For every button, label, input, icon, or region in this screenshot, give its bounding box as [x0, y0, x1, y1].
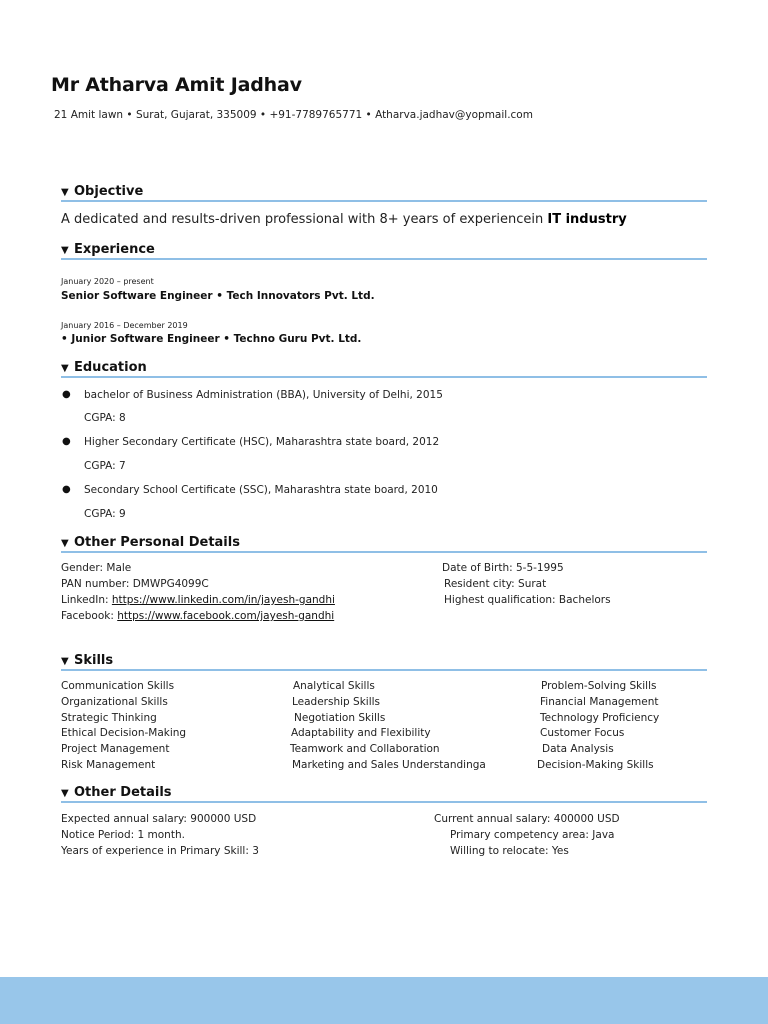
section-skills — [61, 649, 707, 671]
collapse-triangle-icon: ▼ — [61, 788, 69, 799]
skill-item: Negotiation Skills — [294, 712, 386, 724]
objective-text: A dedicated and results-driven professional with 8+ years of experiencein IT industry — [61, 212, 627, 227]
notice-period: Notice Period: 1 month. — [61, 829, 185, 841]
resident-city: Resident city: Surat — [444, 578, 547, 590]
facebook-row: Facebook: https://www.facebook.com/jayesh-gandhi — [61, 610, 335, 622]
skill-item: Marketing and Sales Understandinga — [292, 759, 486, 771]
collapse-triangle-icon: ▼ — [61, 187, 69, 198]
education-title: Secondary School Certificate (SSC), Maharashtra state board, 2010 — [84, 484, 438, 496]
skill-item: Communication Skills — [61, 680, 175, 692]
bullet-icon: ● — [62, 436, 71, 447]
skill-item: Adaptability and Flexibility — [291, 727, 431, 739]
section-other-details — [61, 781, 707, 803]
years-primary-skill: Years of experience in Primary Skill: 3 — [61, 845, 259, 857]
section-personal-details — [61, 531, 707, 553]
section-experience — [61, 238, 707, 260]
skill-item: Strategic Thinking — [61, 712, 157, 724]
skill-item: Technology Proficiency — [540, 712, 660, 724]
section-title: Education — [74, 360, 147, 375]
experience-role: Senior Software Engineer • Tech Innovators Pvt. Ltd. — [61, 290, 375, 302]
collapse-triangle-icon: ▼ — [61, 538, 69, 549]
highest-qualification: Highest qualification: Bachelors — [444, 594, 611, 606]
bullet-icon: ● — [62, 484, 71, 495]
linkedin-row: LinkedIn: https://www.linkedin.com/in/jayesh-gandhi — [61, 594, 335, 606]
education-title: Higher Secondary Certificate (HSC), Maharashtra state board, 2012 — [84, 436, 440, 448]
collapse-triangle-icon: ▼ — [61, 363, 69, 374]
skill-item: Leadership Skills — [292, 696, 381, 708]
bullet-icon: ● — [62, 389, 71, 400]
collapse-triangle-icon: ▼ — [61, 656, 69, 667]
objective-highlight: IT industry — [547, 212, 627, 227]
contact-line: 21 Amit lawn • Surat, Gujarat, 335009 • +91-7789765771 • Atharva.jadhav@yopmail.com — [54, 109, 533, 121]
education-cgpa: CGPA: 8 — [84, 412, 126, 424]
section-education — [61, 356, 707, 378]
gender: Gender: Male — [61, 562, 132, 574]
section-title: Objective — [74, 184, 144, 199]
skill-item: Data Analysis — [542, 743, 614, 755]
expected-salary: Expected annual salary: 900000 USD — [61, 813, 257, 825]
footer-band — [0, 977, 768, 1024]
section-title: Skills — [74, 653, 114, 668]
willing-to-relocate: Willing to relocate: Yes — [450, 845, 569, 857]
section-title: Other Personal Details — [74, 535, 240, 550]
section-title: Other Details — [74, 785, 172, 800]
skill-item: Financial Management — [540, 696, 659, 708]
linkedin-link[interactable]: https://www.linkedin.com/in/jayesh-gandhi — [111, 594, 335, 606]
section-title: Experience — [74, 242, 155, 257]
pan-number: PAN number: DMWPG4099C — [61, 578, 209, 590]
skill-item: Risk Management — [61, 759, 156, 771]
skill-item: Decision-Making Skills — [537, 759, 654, 771]
experience-role: • Junior Software Engineer • Techno Guru Pvt. Ltd. — [61, 333, 362, 345]
education-cgpa: CGPA: 9 — [84, 508, 126, 520]
skill-item: Project Management — [61, 743, 170, 755]
skill-item: Ethical Decision-Making — [61, 727, 187, 739]
skill-item: Organizational Skills — [61, 696, 168, 708]
skill-item: Analytical Skills — [293, 680, 375, 692]
skill-item: Problem-Solving Skills — [541, 680, 657, 692]
experience-dates: January 2020 – present — [61, 277, 154, 286]
education-title: bachelor of Business Administration (BBA), University of Delhi, 2015 — [84, 389, 443, 401]
date-of-birth: Date of Birth: 5-5-1995 — [442, 562, 564, 574]
education-cgpa: CGPA: 7 — [84, 460, 126, 472]
skill-item: Customer Focus — [540, 727, 625, 739]
primary-competency: Primary competency area: Java — [450, 829, 615, 841]
candidate-name: Mr Atharva Amit Jadhav — [51, 74, 302, 96]
collapse-triangle-icon: ▼ — [61, 245, 69, 256]
current-salary: Current annual salary: 400000 USD — [434, 813, 620, 825]
skill-item: Teamwork and Collaboration — [290, 743, 440, 755]
section-objective — [61, 180, 707, 202]
facebook-link[interactable]: https://www.facebook.com/jayesh-gandhi — [117, 610, 335, 622]
experience-dates: January 2016 – December 2019 — [61, 321, 188, 330]
